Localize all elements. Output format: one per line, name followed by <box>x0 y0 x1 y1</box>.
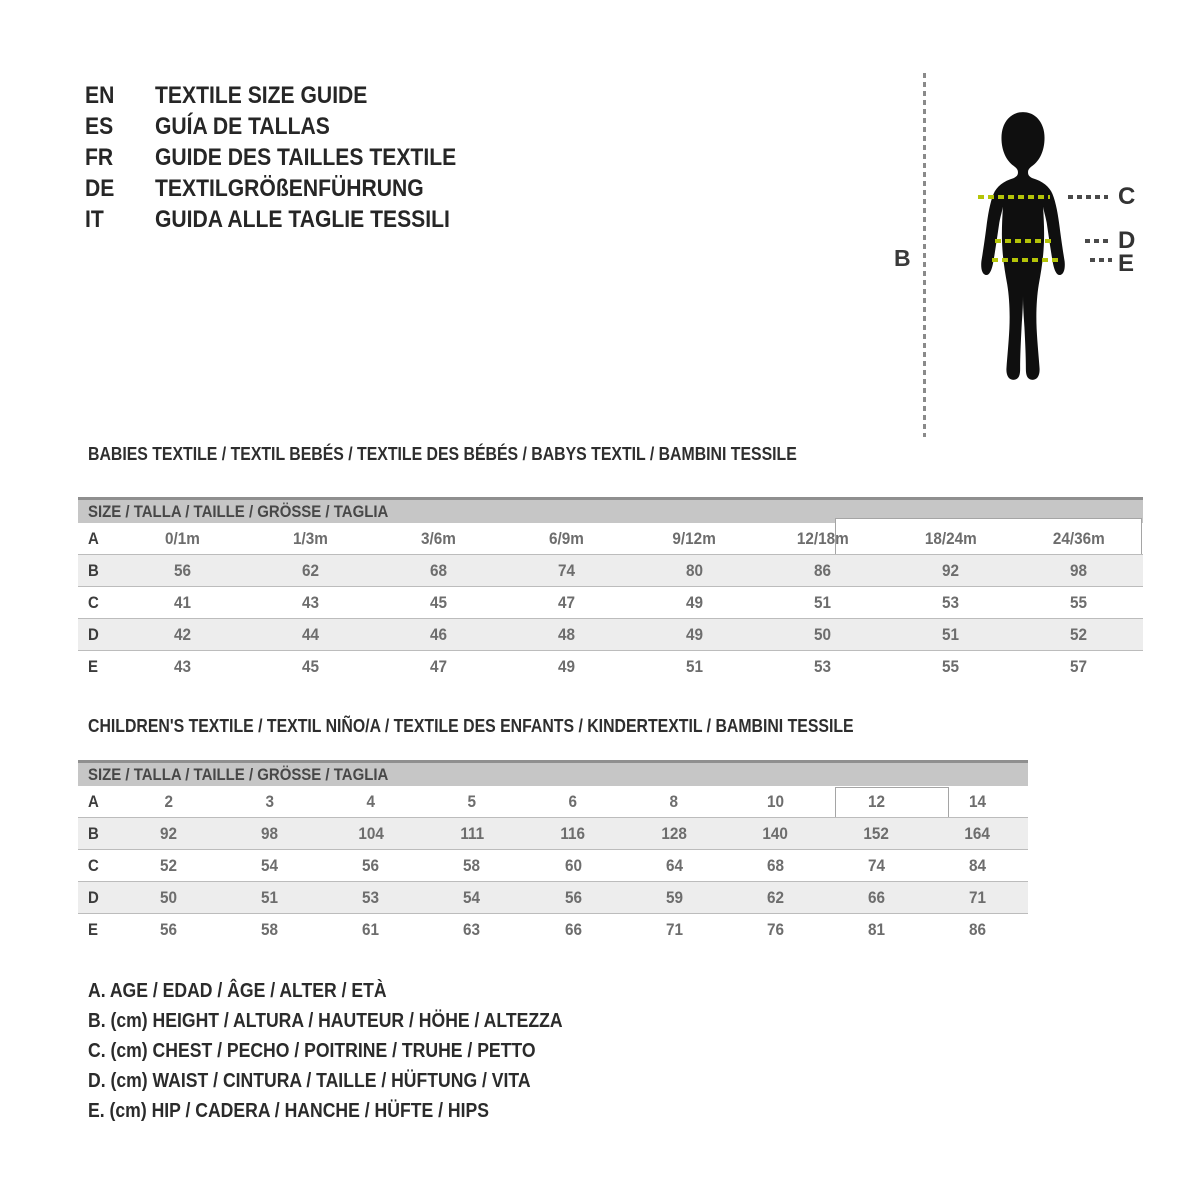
language-row <box>85 173 497 204</box>
table-cell: 5 <box>467 791 477 811</box>
table-cell: 92 <box>118 818 219 850</box>
height-dashed-line <box>923 73 926 437</box>
guide-title: TEXTILE SIZE GUIDE <box>155 81 368 109</box>
table-cell: 55 <box>1015 587 1143 619</box>
language-code: DE <box>85 174 115 202</box>
babies-table <box>78 523 1143 682</box>
table-cell: 53 <box>887 587 1015 619</box>
table-cell: 56 <box>320 850 421 882</box>
row-label: C <box>78 587 118 619</box>
table-cell: 98 <box>219 818 320 850</box>
table-cell: 51 <box>631 651 759 683</box>
legend-line: D. (cm) WAIST / CINTURA / TAILLE / HÜFTUNG / VITA <box>88 1070 531 1092</box>
legend-line: A. AGE / EDAD / ÂGE / ALTER / ETÀ <box>88 980 387 1002</box>
language-row <box>85 80 497 111</box>
table-cell: 42 <box>118 619 246 651</box>
table-row <box>78 555 1143 587</box>
legend-line: C. (cm) CHEST / PECHO / POITRINE / TRUHE / PETTO <box>88 1040 536 1062</box>
size-header-bar: SIZE / TALLA / TAILLE / GRÖSSE / TAGLIA <box>78 760 1028 786</box>
measurement-figure <box>890 55 1190 455</box>
table-cell: 51 <box>759 587 887 619</box>
table-cell: 48 <box>502 619 630 651</box>
table-cell: 10 <box>766 791 784 811</box>
table-row <box>78 651 1143 683</box>
table-row <box>78 914 1028 946</box>
babies-section-title: BABIES TEXTILE / TEXTIL BEBÉS / TEXTILE DES BÉBÉS / BABYS TEXTIL / BAMBINI TESSILE <box>88 444 797 464</box>
table-cell: 71 <box>624 914 725 946</box>
table-cell: 50 <box>759 619 887 651</box>
row-label: B <box>78 555 118 587</box>
guide-title: TEXTILGRÖßENFÜHRUNG <box>155 174 424 202</box>
table-row <box>78 818 1028 850</box>
chest-dashed-line <box>978 195 1050 199</box>
legend-line: E. (cm) HIP / CADERA / HANCHE / HÜFTE / HIPS <box>88 1100 489 1122</box>
table-cell: 12/18m <box>796 528 849 548</box>
table-cell: 41 <box>118 587 246 619</box>
table-cell: 51 <box>219 882 320 914</box>
babies-size-table <box>78 497 1143 682</box>
table-cell: 8 <box>669 791 679 811</box>
table-cell: 64 <box>624 850 725 882</box>
table-cell: 1/3m <box>292 528 328 548</box>
hip-dashed-line <box>992 258 1058 262</box>
table-cell: 3 <box>265 791 274 811</box>
row-label: A <box>88 528 99 548</box>
table-row <box>78 786 1028 818</box>
table-cell: 74 <box>826 850 927 882</box>
table-cell: 86 <box>927 914 1028 946</box>
row-label: E <box>78 914 118 946</box>
hip-measure-label: E <box>1118 250 1135 277</box>
waist-dashed-line <box>995 239 1055 243</box>
table-cell: 14 <box>968 791 986 811</box>
table-row <box>78 619 1143 651</box>
table-cell: 55 <box>887 651 1015 683</box>
table-cell: 54 <box>219 850 320 882</box>
table-cell: 52 <box>1015 619 1143 651</box>
row-label: B <box>78 818 118 850</box>
table-cell: 81 <box>826 914 927 946</box>
table-cell: 18/24m <box>924 528 977 548</box>
table-cell: 86 <box>759 555 887 587</box>
table-cell: 54 <box>421 882 522 914</box>
table-cell: 12 <box>867 791 885 811</box>
children-section-title: CHILDREN'S TEXTILE / TEXTIL NIÑO/A / TEXTILE DES ENFANTS / KINDERTEXTIL / BAMBINI TESSILE <box>88 716 854 736</box>
guide-title: GUÍA DE TALLAS <box>155 112 330 140</box>
row-label: C <box>78 850 118 882</box>
table-cell: 3/6m <box>420 528 456 548</box>
table-cell: 84 <box>927 850 1028 882</box>
child-silhouette-icon <box>962 60 1084 434</box>
table-cell: 92 <box>887 555 1015 587</box>
table-cell: 6 <box>568 791 578 811</box>
guide-title: GUIDE DES TAILLES TEXTILE <box>155 143 457 171</box>
table-cell: 49 <box>502 651 630 683</box>
children-size-table <box>78 760 1028 945</box>
table-cell: 68 <box>725 850 826 882</box>
table-cell: 44 <box>246 619 374 651</box>
table-cell: 51 <box>887 619 1015 651</box>
table-cell: 56 <box>118 914 219 946</box>
table-cell: 49 <box>631 619 759 651</box>
table-cell: 49 <box>631 587 759 619</box>
guide-title: GUIDA ALLE TAGLIE TESSILI <box>155 205 450 233</box>
table-cell: 98 <box>1015 555 1143 587</box>
table-cell: 164 <box>927 818 1028 850</box>
table-cell: 58 <box>421 850 522 882</box>
table-cell: 4 <box>366 791 376 811</box>
table-cell: 53 <box>320 882 421 914</box>
table-cell: 57 <box>1015 651 1143 683</box>
table-cell: 43 <box>118 651 246 683</box>
table-cell: 152 <box>826 818 927 850</box>
table-cell: 56 <box>522 882 623 914</box>
table-cell: 6/9m <box>549 528 584 548</box>
table-row <box>78 850 1028 882</box>
table-cell: 68 <box>374 555 502 587</box>
table-cell: 61 <box>320 914 421 946</box>
table-cell: 116 <box>522 818 623 850</box>
table-cell: 9/12m <box>672 528 717 548</box>
language-code: FR <box>85 143 114 171</box>
table-cell: 47 <box>502 587 630 619</box>
table-cell: 74 <box>502 555 630 587</box>
table-row <box>78 882 1028 914</box>
table-cell: 2 <box>164 791 173 811</box>
table-cell: 62 <box>246 555 374 587</box>
height-measure-label: B <box>894 245 911 271</box>
table-cell: 62 <box>725 882 826 914</box>
measurement-legend <box>88 980 627 1130</box>
language-title-block <box>85 80 497 235</box>
row-label: D <box>78 882 118 914</box>
table-cell: 104 <box>320 818 421 850</box>
table-cell: 0/1m <box>164 528 200 548</box>
row-label: D <box>78 619 118 651</box>
table-cell: 111 <box>421 818 522 850</box>
language-row <box>85 142 497 173</box>
table-cell: 71 <box>927 882 1028 914</box>
language-code: ES <box>85 112 114 140</box>
table-row <box>78 523 1143 555</box>
table-cell: 76 <box>725 914 826 946</box>
table-cell: 52 <box>118 850 219 882</box>
language-code: EN <box>85 81 115 109</box>
table-cell: 47 <box>374 651 502 683</box>
table-cell: 66 <box>826 882 927 914</box>
table-cell: 63 <box>421 914 522 946</box>
row-label: A <box>88 791 99 811</box>
size-header-bar: SIZE / TALLA / TAILLE / GRÖSSE / TAGLIA <box>78 497 1143 523</box>
chest-guide-line <box>1068 195 1108 199</box>
chest-measure-label: C <box>1118 183 1136 210</box>
hip-guide-line <box>1090 258 1112 262</box>
language-code: IT <box>85 205 104 233</box>
children-table <box>78 786 1028 945</box>
table-cell: 60 <box>522 850 623 882</box>
table-cell: 128 <box>624 818 725 850</box>
table-cell: 58 <box>219 914 320 946</box>
language-row <box>85 111 497 142</box>
table-cell: 45 <box>246 651 374 683</box>
table-cell: 24/36m <box>1052 528 1105 548</box>
language-row <box>85 204 497 235</box>
table-cell: 80 <box>631 555 759 587</box>
table-cell: 46 <box>374 619 502 651</box>
row-label: E <box>78 651 118 683</box>
table-cell: 140 <box>725 818 826 850</box>
table-cell: 53 <box>759 651 887 683</box>
table-cell: 45 <box>374 587 502 619</box>
table-cell: 43 <box>246 587 374 619</box>
table-row <box>78 587 1143 619</box>
legend-line: B. (cm) HEIGHT / ALTURA / HAUTEUR / HÖHE / ALTEZZA <box>88 1010 563 1032</box>
waist-guide-line <box>1085 239 1108 243</box>
table-cell: 59 <box>624 882 725 914</box>
table-cell: 56 <box>118 555 246 587</box>
waist-measure-label: D <box>1118 227 1136 254</box>
table-cell: 50 <box>118 882 219 914</box>
table-cell: 66 <box>522 914 623 946</box>
